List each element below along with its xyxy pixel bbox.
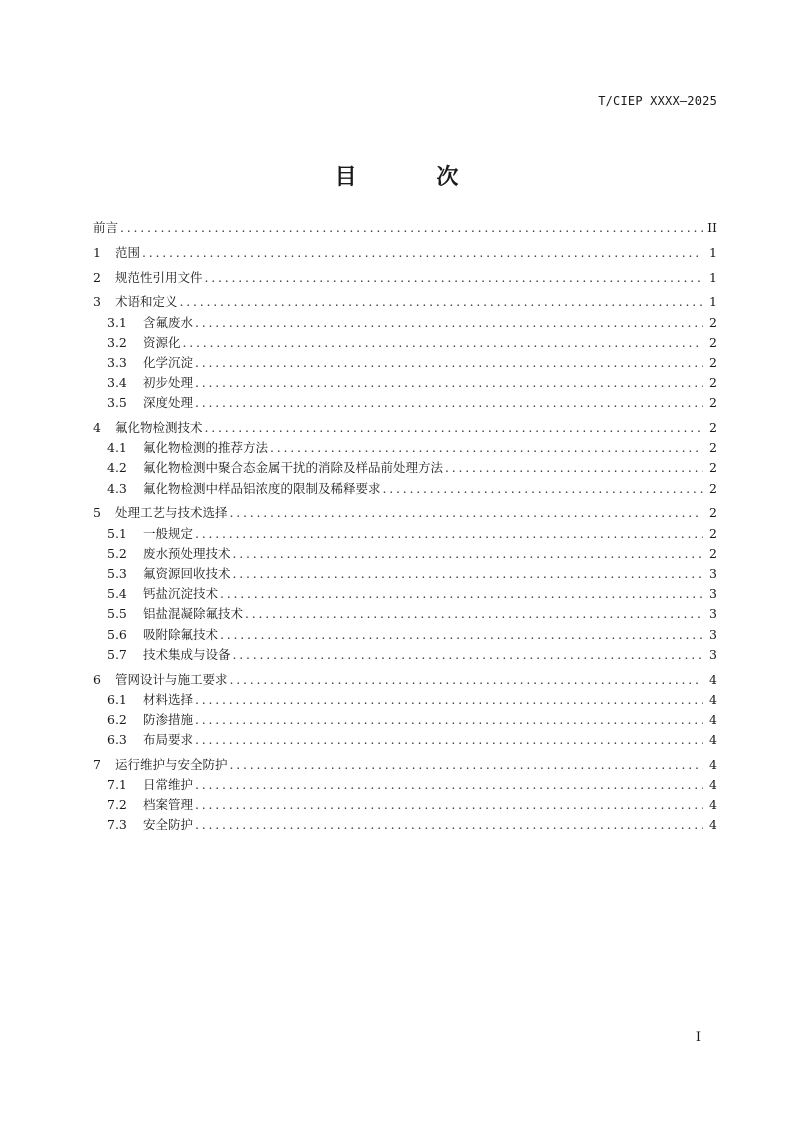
toc-entry-page: 4 [709, 777, 717, 793]
toc-entry-label: 防渗措施 [143, 711, 194, 727]
table-of-contents [93, 218, 717, 836]
toc-entry-number: 3.3 [107, 354, 127, 370]
dot-leader [245, 604, 703, 624]
toc-entry-page: 2 [709, 334, 717, 350]
toc-entry-page: 3 [709, 586, 717, 602]
toc-entry-number: 7.2 [107, 797, 127, 813]
toc-entry-number: 6.3 [107, 732, 127, 748]
toc-entry-page: 3 [709, 646, 717, 662]
toc-entry-label: 氟化物检测中样品铝浓度的限制及稀释要求 [143, 480, 381, 496]
toc-entry-label: 化学沉淀 [143, 354, 194, 370]
dot-leader [195, 730, 703, 750]
dot-leader [230, 755, 703, 775]
toc-entry-page: 2 [709, 375, 717, 391]
toc-entry-number: 5.1 [107, 525, 127, 541]
dot-leader [230, 670, 703, 690]
dot-leader [383, 479, 703, 499]
toc-entry[interactable] [93, 710, 717, 730]
dot-leader [195, 353, 703, 373]
toc-entry-label: 资源化 [143, 334, 181, 350]
toc-entry[interactable] [93, 243, 717, 263]
toc-entry-label: 初步处理 [143, 375, 194, 391]
toc-entry-page: II [707, 220, 717, 235]
toc-entry-page: 4 [709, 756, 717, 772]
toc-entry-number: 5.2 [107, 545, 127, 561]
toc-entry-label: 氟化物检测的推荐方法 [143, 440, 269, 456]
toc-entry-label: 规范性引用文件 [115, 269, 203, 285]
toc-entry-label: 铝盐混凝除氟技术 [143, 606, 244, 622]
toc-entry-number: 7 [93, 756, 101, 772]
toc-entry-number: 6.2 [107, 711, 127, 727]
dot-leader [445, 458, 703, 478]
toc-entry-label: 氟资源回收技术 [143, 565, 231, 581]
toc-entry-number: 3 [93, 294, 101, 310]
toc-entry-page: 2 [709, 440, 717, 456]
toc-entry-page: 3 [709, 565, 717, 581]
toc-entry[interactable] [93, 730, 717, 750]
dot-leader [195, 795, 703, 815]
dot-leader [205, 268, 703, 288]
toc-entry-page: 1 [709, 294, 717, 310]
toc-entry-label: 废水预处理技术 [143, 545, 231, 561]
dot-leader [233, 544, 703, 564]
dot-leader [195, 815, 703, 835]
dot-leader [120, 218, 703, 238]
dot-leader [195, 710, 703, 730]
dot-leader [142, 243, 703, 263]
toc-entry[interactable] [93, 690, 717, 710]
toc-entry-label: 处理工艺与技术选择 [115, 505, 228, 521]
toc-entry-label: 前言 [93, 220, 119, 235]
toc-entry-page: 2 [709, 314, 717, 330]
toc-entry-number: 7.1 [107, 777, 127, 793]
toc-entry-label: 钙盐沉淀技术 [143, 586, 219, 602]
toc-entry-page: 2 [709, 525, 717, 541]
dot-leader [230, 503, 703, 523]
toc-entry[interactable] [93, 503, 717, 523]
toc-entry[interactable] [93, 353, 717, 373]
toc-entry[interactable] [93, 795, 717, 815]
toc-entry[interactable] [93, 292, 717, 312]
dot-leader [205, 418, 703, 438]
toc-entry[interactable] [93, 670, 717, 690]
toc-entry-page: 2 [709, 505, 717, 521]
toc-entry[interactable] [93, 393, 717, 413]
toc-entry-label: 档案管理 [143, 797, 194, 813]
toc-entry-page: 4 [709, 817, 717, 833]
toc-entry-number: 6 [93, 671, 101, 687]
toc-entry[interactable] [93, 479, 717, 499]
toc-entry-page: 2 [709, 480, 717, 496]
toc-entry-label: 氟化物检测中聚合态金属干扰的消除及样品前处理方法 [143, 460, 444, 476]
toc-entry-page: 4 [709, 797, 717, 813]
toc-entry-page: 2 [709, 395, 717, 411]
dot-leader [233, 645, 703, 665]
toc-entry[interactable] [93, 313, 717, 333]
dot-leader [183, 333, 703, 353]
toc-entry-page: 4 [709, 691, 717, 707]
toc-entry[interactable] [93, 373, 717, 393]
toc-entry[interactable] [93, 218, 717, 238]
toc-entry-label: 一般规定 [143, 525, 194, 541]
dot-leader [220, 584, 703, 604]
toc-entry-label: 布局要求 [143, 732, 194, 748]
toc-entry-label: 范围 [115, 244, 141, 260]
dot-leader [270, 438, 703, 458]
toc-entry[interactable] [93, 458, 717, 478]
page-title: 目 次 [334, 165, 495, 190]
toc-entry-number: 3.2 [107, 334, 127, 350]
dot-leader [195, 690, 703, 710]
toc-entry-number: 6.1 [107, 691, 127, 707]
toc-entry-label: 日常维护 [143, 777, 194, 793]
dot-leader [195, 775, 703, 795]
toc-entry[interactable] [93, 333, 717, 353]
toc-entry[interactable] [93, 438, 717, 458]
toc-entry[interactable] [93, 544, 717, 564]
toc-entry-label: 吸附除氟技术 [143, 626, 219, 642]
toc-entry-page: 1 [709, 269, 717, 285]
toc-entry-page: 3 [709, 606, 717, 622]
toc-entry[interactable] [93, 564, 717, 584]
toc-entry-number: 3.4 [107, 375, 127, 391]
toc-entry-number: 3.1 [107, 314, 127, 330]
toc-entry-page: 3 [709, 626, 717, 642]
toc-entry-page: 1 [709, 244, 717, 260]
toc-entry-label: 深度处理 [143, 395, 194, 411]
dot-leader [233, 564, 703, 584]
toc-entry[interactable] [93, 775, 717, 795]
toc-entry-number: 4.1 [107, 440, 127, 456]
toc-entry-page: 2 [709, 354, 717, 370]
document-code: T/CIEP XXXX—2025 [598, 94, 717, 108]
page-number: I [695, 1030, 701, 1045]
toc-entry[interactable] [93, 524, 717, 544]
toc-entry-number: 5.4 [107, 586, 127, 602]
toc-entry-number: 5.6 [107, 626, 127, 642]
toc-entry-number: 4 [93, 420, 101, 436]
toc-entry-number: 3.5 [107, 395, 127, 411]
toc-entry-number: 1 [93, 244, 101, 260]
dot-leader [220, 625, 703, 645]
toc-entry-page: 4 [709, 671, 717, 687]
toc-entry-page: 4 [709, 732, 717, 748]
dot-leader [195, 373, 703, 393]
toc-entry-number: 5.3 [107, 565, 127, 581]
toc-entry-number: 5.7 [107, 646, 127, 662]
toc-entry[interactable] [93, 815, 717, 835]
toc-entry-label: 技术集成与设备 [143, 646, 231, 662]
toc-entry-page: 2 [709, 460, 717, 476]
dot-leader [195, 524, 703, 544]
toc-entry-page: 2 [709, 545, 717, 561]
toc-entry-number: 5 [93, 505, 101, 521]
toc-entry[interactable] [93, 625, 717, 645]
toc-entry-number: 5.5 [107, 606, 127, 622]
dot-leader [195, 393, 703, 413]
toc-entry-label: 材料选择 [143, 691, 194, 707]
toc-entry-number: 4.2 [107, 460, 127, 476]
toc-entry-label: 运行维护与安全防护 [115, 756, 228, 772]
toc-entry-label: 氟化物检测技术 [115, 420, 203, 436]
toc-entry[interactable] [93, 584, 717, 604]
toc-entry-number: 2 [93, 269, 101, 285]
toc-entry-label: 术语和定义 [115, 294, 178, 310]
toc-entry[interactable] [93, 645, 717, 665]
toc-entry[interactable] [93, 418, 717, 438]
toc-entry[interactable] [93, 268, 717, 288]
dot-leader [180, 292, 703, 312]
toc-entry-page: 2 [709, 420, 717, 436]
toc-entry-label: 含氟废水 [143, 314, 194, 330]
toc-entry-number: 7.3 [107, 817, 127, 833]
toc-entry-label: 管网设计与施工要求 [115, 671, 228, 687]
toc-entry-page: 4 [709, 711, 717, 727]
dot-leader [195, 313, 703, 333]
toc-entry-number: 4.3 [107, 480, 127, 496]
toc-entry[interactable] [93, 755, 717, 775]
toc-entry[interactable] [93, 604, 717, 624]
toc-entry-label: 安全防护 [143, 817, 194, 833]
